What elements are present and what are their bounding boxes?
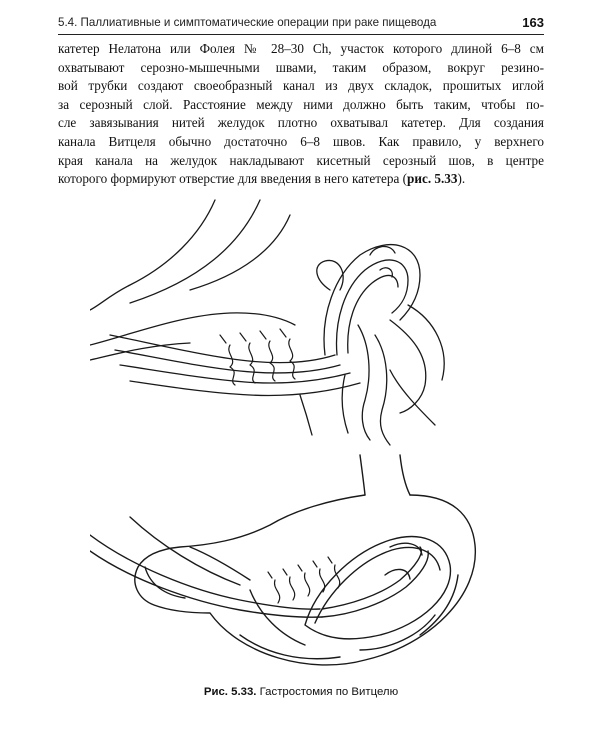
running-head: 5.4. Паллиативные и симптоматические операции при раке пищевода <box>58 15 437 29</box>
lower-drawing-stomach <box>90 455 475 665</box>
text-fragment: которого формируют отверстие для введения в него катетера ( <box>58 171 408 187</box>
text-line: сле завязывания нитей желудок плотно охватывал катетер. Для создания <box>58 115 544 131</box>
caption-text: Гастростомия по Витцелю <box>256 686 399 698</box>
text-fragment: ). <box>457 171 466 187</box>
text-line: катетер Нелатона или Фолея № 28–30 Ch, участок которого длиной 6–8 см <box>58 41 544 56</box>
text-line: края канала на желудок накладывают кисетный серозный шов, в центре <box>58 152 544 168</box>
text-line: охватывают серозно-мышечными швами, таким образом, вокруг резино- <box>58 59 544 75</box>
text-line-last <box>58 170 544 189</box>
text-line: за серозный слой. Расстояние между ними должно быть таким, чтобы по- <box>58 96 544 112</box>
caption-label: Рис. 5.33. <box>203 686 257 698</box>
text-line: вой трубки создают своеобразный канал из двух складок, прошитых иглой <box>58 78 544 94</box>
figure-caption <box>58 686 544 698</box>
text-line: канала Витцеля обычно достаточно 6–8 швов. Как правило, у верхнего <box>58 133 544 149</box>
page-number: 163 <box>522 14 544 30</box>
body-paragraph <box>58 40 544 189</box>
page-header <box>58 10 544 35</box>
surgical-illustration <box>90 195 510 680</box>
upper-drawing-catheter-channel <box>90 200 444 445</box>
figure-reference: рис. 5.33 <box>407 171 458 187</box>
